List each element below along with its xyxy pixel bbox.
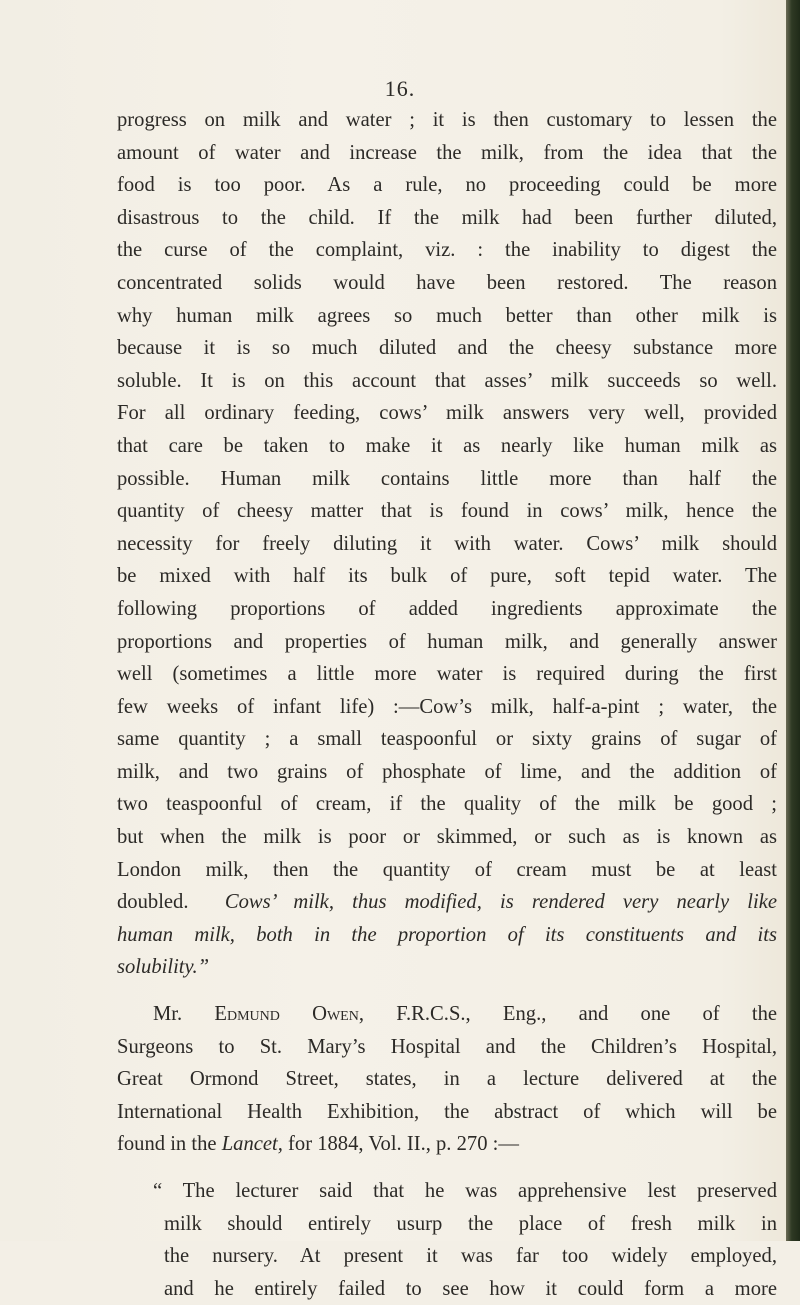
- text-line: but when the milk is poor or skimmed, or such as is known as: [117, 826, 777, 849]
- text-line: why human milk agrees so much better than other milk is: [117, 304, 777, 327]
- text-plain: doubled.: [117, 891, 189, 914]
- page-binding-edge: [786, 0, 800, 1241]
- text-line-italic: human milk, both in the proportion of its constituents and its: [117, 923, 777, 946]
- text-line: necessity for freely diluting it with water. Cows’ milk should: [117, 532, 777, 555]
- text-line: concentrated solids would have been restored. The reason: [117, 271, 777, 294]
- journal-name: Lancet,: [221, 1133, 283, 1156]
- text-line: same quantity ; a small teaspoonful or sixty grains of sugar of: [117, 728, 777, 751]
- text-line: proportions and properties of human milk, and generally answer: [117, 630, 777, 653]
- paragraph-gap: [117, 1161, 777, 1175]
- text-line: quantity of cheesy matter that is found in cows’ milk, hence the: [117, 500, 777, 523]
- text-line: soluble. It is on this account that asses’ milk succeeds so well.: [117, 369, 777, 392]
- text-line-mixed: [117, 1128, 777, 1161]
- text-line-mixed: [117, 886, 777, 919]
- author-name: Edmund Owen,: [214, 1003, 364, 1026]
- text-line: food is too poor. As a rule, no proceeding could be more: [117, 174, 777, 197]
- text-line-italic: solubility.”: [117, 956, 210, 979]
- text-line: the curse of the complaint, viz. : the inability to digest the: [117, 239, 777, 262]
- body-text: [117, 104, 777, 1305]
- text-line: London milk, then the quantity of cream must be at least: [117, 858, 777, 881]
- paragraph-edmund-owen: [117, 998, 777, 1161]
- quote-line: milk should entirely usurp the place of fresh milk in: [164, 1212, 777, 1235]
- text-line: be mixed with half its bulk of pure, soft tepid water. The: [117, 565, 777, 588]
- text-plain: Mr.: [153, 1003, 183, 1026]
- text-line: progress on milk and water ; it is then customary to lessen the: [117, 109, 777, 131]
- text-line: Surgeons to St. Mary’s Hospital and the Children’s Hospital,: [117, 1035, 777, 1058]
- quote-line: “ The lecturer said that he was apprehensive lest preserved: [153, 1180, 777, 1202]
- text-plain: F.R.C.S., Eng., and one of the: [396, 1003, 778, 1026]
- text-line: possible. Human milk contains little more than half the: [117, 467, 777, 490]
- paragraph-gap: [117, 984, 777, 998]
- text-line: For all ordinary feeding, cows’ milk answers very well, provided: [117, 402, 777, 425]
- text-line: few weeks of infant life) :—Cow’s milk, half-a-pint ; water, the: [117, 695, 777, 718]
- text-line: amount of water and increase the milk, from the idea that the: [117, 141, 777, 164]
- quote-block: [117, 1175, 777, 1305]
- text-line: two teaspoonful of cream, if the quality of the milk be good ;: [117, 793, 777, 816]
- page-number: 16.: [384, 76, 416, 101]
- text-line: because it is so much diluted and the cheesy substance more: [117, 337, 777, 360]
- text-line-mixed: [117, 998, 777, 1031]
- text-line: disastrous to the child. If the milk had been further diluted,: [117, 206, 777, 229]
- text-plain: found in the: [117, 1133, 217, 1156]
- quote-line: the nursery. At present it was far too widely employed,: [164, 1245, 777, 1268]
- text-line: following proportions of added ingredients approximate the: [117, 597, 777, 620]
- quote-line: and he entirely failed to see how it could form a more: [164, 1277, 777, 1300]
- text-line: International Health Exhibition, the abstract of which will be: [117, 1100, 777, 1123]
- text-italic: Cows’ milk, thus modified, is rendered very nearly like: [224, 891, 778, 914]
- paragraph-infant-feeding: [117, 104, 777, 984]
- text-line: Great Ormond Street, states, in a lecture delivered at the: [117, 1068, 777, 1091]
- text-line: well (sometimes a little more water is required during the first: [117, 663, 777, 686]
- text-line: milk, and two grains of phosphate of lime, and the addition of: [117, 760, 777, 783]
- text-line: that care be taken to make it as nearly like human milk as: [117, 434, 777, 457]
- text-plain: for 1884, Vol. II., p. 270 :—: [288, 1133, 519, 1156]
